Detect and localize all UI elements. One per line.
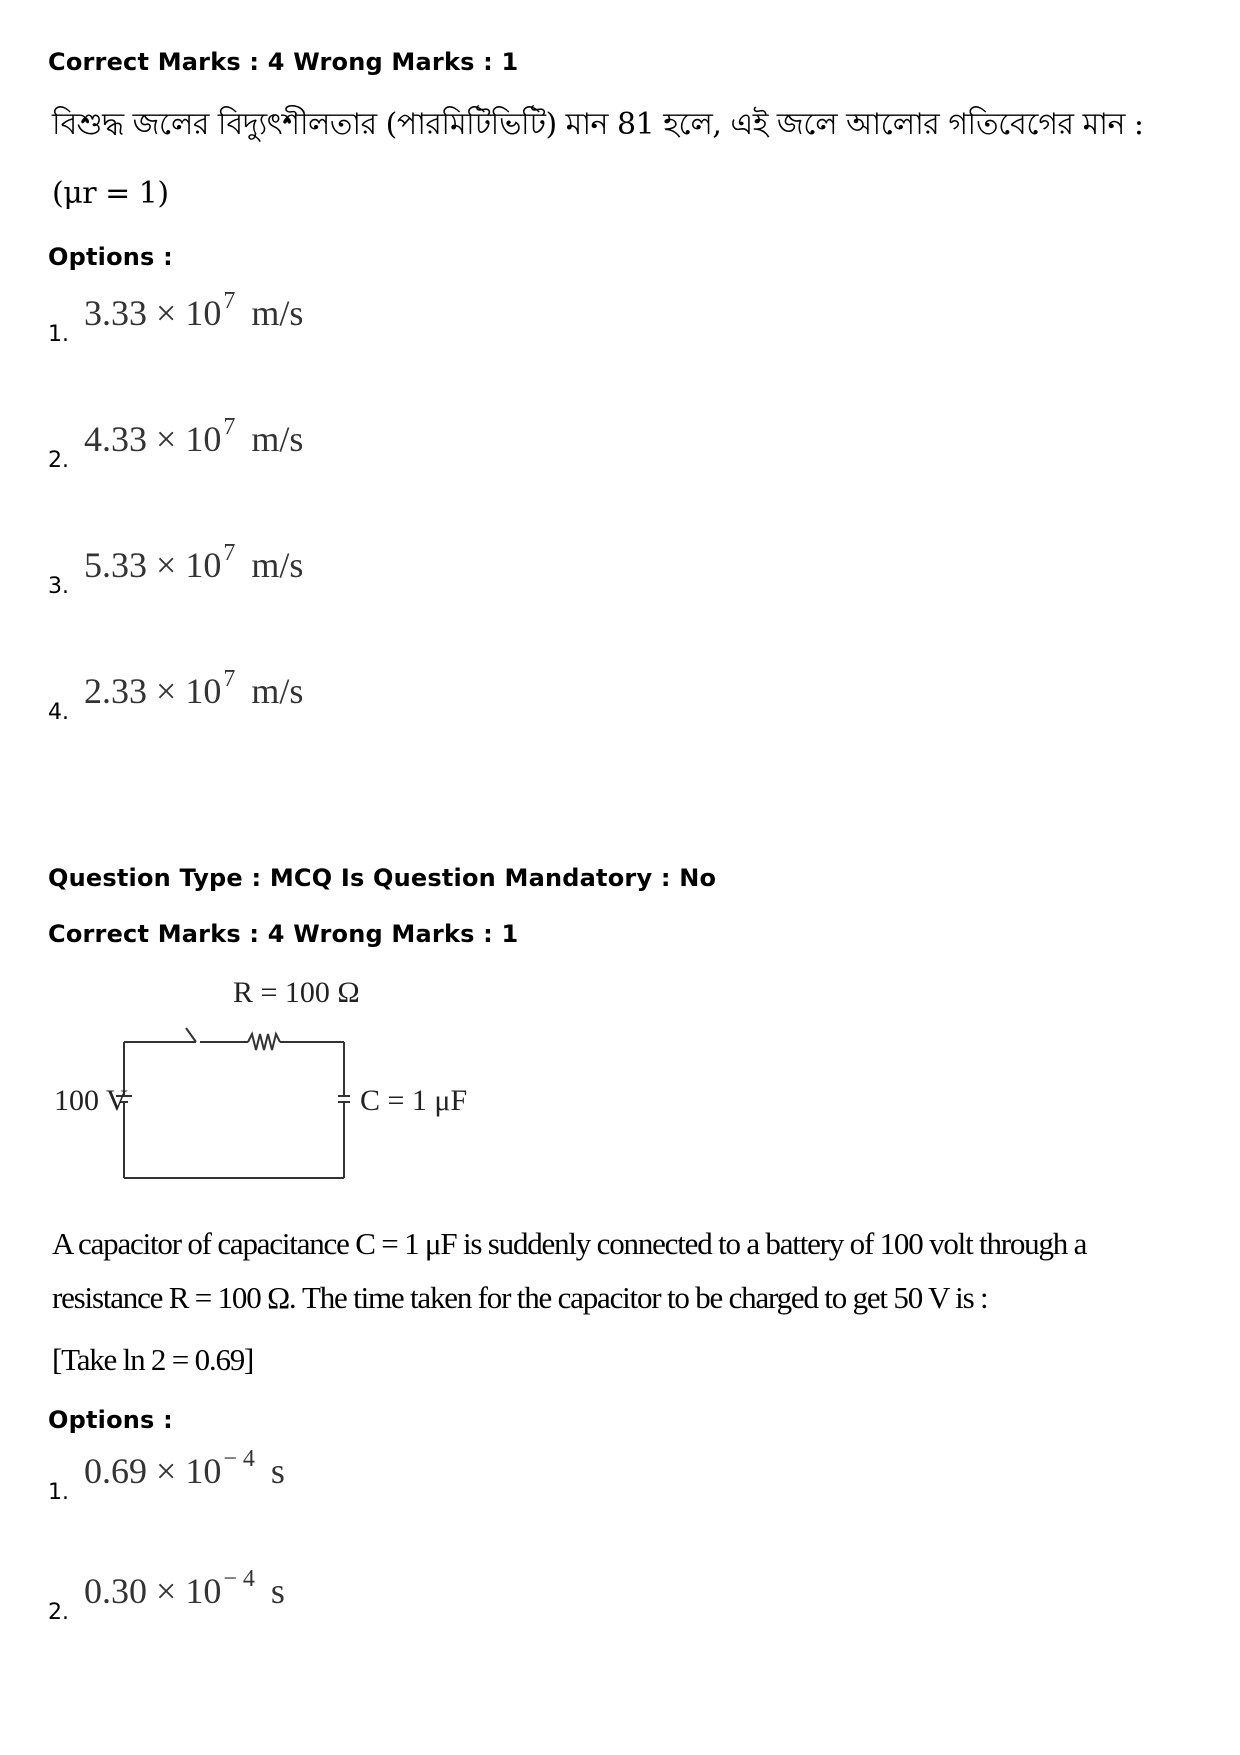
circuit-diagram: [48, 960, 468, 1210]
q2-options-label: Options :: [48, 1406, 173, 1434]
option-value: $3.33 \times 10^7$ m/s: [84, 288, 304, 333]
q1-question-text: বিশুদ্ধ জলের বিদ্যুৎশীলতার (পারমিটিভিটি) মান 81 হলে, এই জলে আলোর গতিবেগের মান :: [52, 107, 1144, 142]
option-number: 2.: [48, 1600, 69, 1625]
option-number: 2.: [48, 448, 69, 473]
q2-text-line-3: [Take ln 2 = 0.69]: [52, 1342, 254, 1377]
option-value: $0.30 \times 10^{- 4}$ s: [84, 1566, 285, 1611]
option-number: 1.: [48, 1480, 69, 1505]
option-number: 1.: [48, 322, 69, 347]
q1-marks: Correct Marks : 4 Wrong Marks : 1: [48, 48, 519, 76]
resistor-label: R = 100 Ω: [233, 976, 360, 1009]
option-value: $5.33 \times 10^7$ m/s: [84, 540, 304, 585]
resistor: [248, 1034, 280, 1050]
option-number: 4.: [48, 700, 69, 725]
q2-text-line-2: resistance R = 100 Ω. The time taken for the capacitor to be charged to get 50 V is :: [52, 1280, 988, 1315]
option-value: $2.33 \times 10^7$ m/s: [84, 666, 304, 711]
q2-marks: Correct Marks : 4 Wrong Marks : 1: [48, 920, 519, 948]
option-number: 3.: [48, 574, 69, 599]
option-value: $0.69 \times 10^{- 4}$ s: [84, 1446, 285, 1491]
battery-label: 100 V: [54, 1084, 128, 1117]
option-value: $4.33 \times 10^7$ m/s: [84, 414, 304, 459]
capacitor-label: C = 1 μF: [360, 1084, 468, 1117]
switch: [186, 1028, 196, 1042]
q1-condition: (μr = 1): [52, 176, 169, 211]
q1-options-label: Options :: [48, 243, 173, 271]
q2-type-line: Question Type : MCQ Is Question Mandatory : No: [48, 864, 717, 892]
q2-text-line-1: A capacitor of capacitance C = 1 μF is suddenly connected to a battery of 100 volt through a: [52, 1226, 1087, 1261]
